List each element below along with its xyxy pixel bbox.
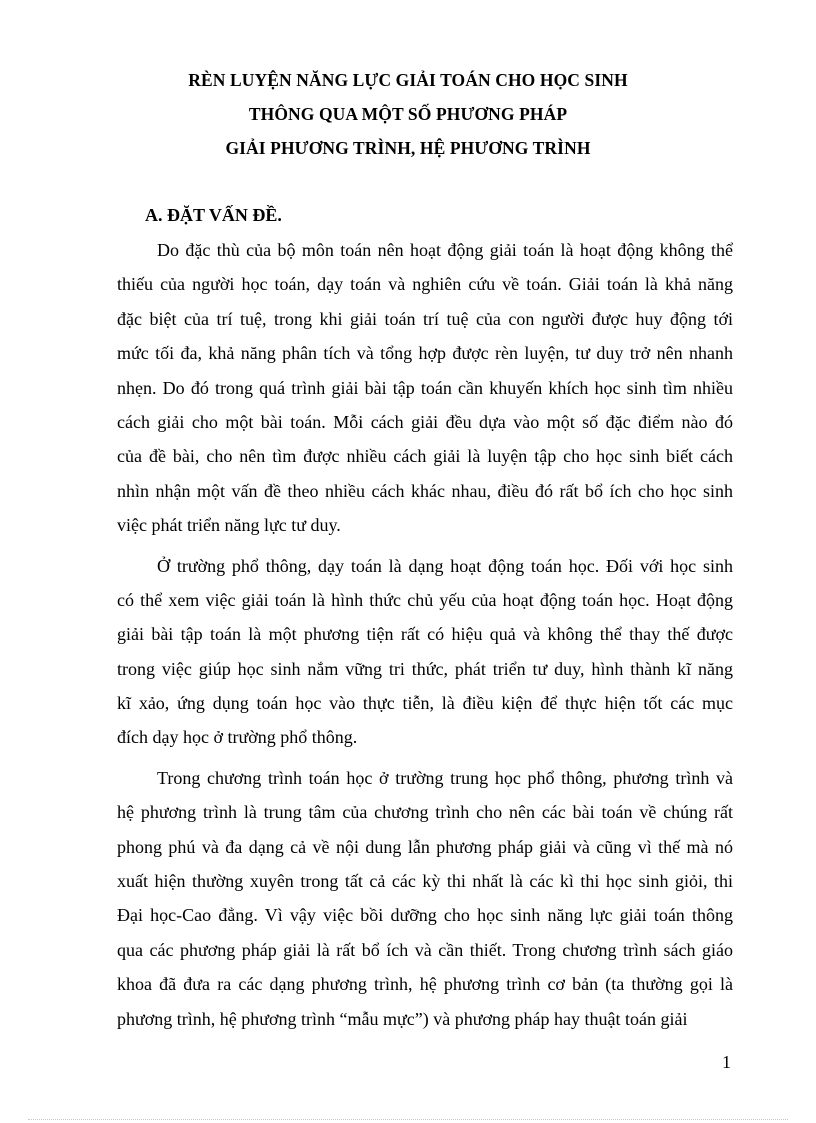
paragraph-line: hệ phương trình là trung tâm của chương trình cho nên các bài toán về chúng rất bbox=[117, 802, 733, 823]
paragraph-line: phương trình, hệ phương trình “mẫu mực”) và phương pháp hay thuật toán giải bbox=[117, 1008, 688, 1029]
paragraph-line: qua các phương pháp giải là rất bổ ích và cần thiết. Trong chương trình sách giáo bbox=[117, 939, 733, 960]
paragraph-line: đích dạy học ở trường phổ thông. bbox=[117, 727, 358, 748]
paragraph-line: Trong chương trình toán học ở trường trung học phổ thông, phương trình và bbox=[157, 767, 733, 788]
paragraph-line: khoa đã đưa ra các dạng phương trình, hệ phương trình cơ bản (ta thường gọi là bbox=[117, 974, 733, 995]
paragraph-line: Do đặc thù của bộ môn toán nên hoạt động giải toán là hoạt động không thể bbox=[157, 240, 733, 260]
paragraph-line: kĩ xảo, ứng dụng toán học vào thực tiễn, là điều kiện để thực hiện tốt các mục bbox=[117, 693, 733, 714]
paragraph-line: nhẹn. Do đó trong quá trình giải bài tập toán cần khuyến khích học sinh tìm nhiều bbox=[117, 377, 733, 398]
paragraph-line: có thể xem việc giải toán là hình thức chủ yếu của hoạt động toán học. Hoạt động bbox=[117, 589, 733, 610]
paragraph-line: giải bài tập toán là một phương tiện rất có hiệu quả và không thể thay thế được bbox=[117, 624, 733, 645]
page-bottom-divider bbox=[28, 1119, 788, 1120]
paragraph-line: xuất hiện thường xuyên trong tất cả các kỳ thi nhất là các kì thi học sinh giỏi, thi bbox=[117, 871, 733, 892]
title-line-1: RÈN LUYỆN NĂNG LỰC GIẢI TOÁN CHO HỌC SINH bbox=[188, 70, 628, 90]
paragraph-line: thiếu của người học toán, dạy toán và nghiên cứu về toán. Giải toán là khả năng bbox=[117, 274, 733, 295]
document-title bbox=[0, 63, 816, 165]
paragraph-line: đặc biệt của trí tuệ, trong khi giải toán trí tuệ của con người được huy động tới bbox=[117, 308, 733, 329]
paragraph-line: trong việc giúp học sinh nắm vững tri thức, phát triển tư duy, hình thành kĩ năng bbox=[117, 658, 733, 679]
paragraph-line: mức tối đa, khả năng phân tích và tổng hợp được rèn luyện, tư duy trở nên nhanh bbox=[117, 343, 733, 364]
paragraph-line: Đại học-Cao đẳng. Vì vậy việc bồi dưỡng cho học sinh năng lực giải toán thông bbox=[117, 905, 733, 926]
paragraph-line: việc phát triển năng lực tư duy. bbox=[117, 515, 341, 536]
title-line-3: GIẢI PHƯƠNG TRÌNH, HỆ PHƯƠNG TRÌNH bbox=[225, 138, 591, 158]
paragraph-line: nhìn nhận một vấn đề theo nhiều cách khác nhau, điều đó rất bổ ích cho học sinh bbox=[117, 480, 733, 501]
paragraph-line: Ở trường phổ thông, dạy toán là dạng hoạt động toán học. Đối với học sinh bbox=[157, 555, 733, 576]
paragraph bbox=[117, 761, 733, 1036]
section-heading: A. ĐẶT VẤN ĐỀ. bbox=[145, 205, 282, 225]
paragraph-line: phong phú và đa dạng cả về nội dung lẫn phương pháp giải và cũng vì thế mà nó bbox=[117, 836, 733, 857]
paragraph bbox=[117, 233, 733, 543]
body-text bbox=[117, 233, 733, 1036]
title-line-2: THÔNG QUA MỘT SỐ PHƯƠNG PHÁP bbox=[248, 104, 568, 124]
paragraph-line: của đề bài, cho nên tìm được nhiều cách giải là luyện tập cho học sinh biết cách bbox=[117, 446, 733, 467]
page-number: 1 bbox=[722, 1052, 731, 1072]
paragraph-line: cách giải cho một bài toán. Mỗi cách giải đều dựa vào một số đặc điểm nào đó bbox=[117, 411, 733, 432]
paragraph bbox=[117, 549, 733, 755]
